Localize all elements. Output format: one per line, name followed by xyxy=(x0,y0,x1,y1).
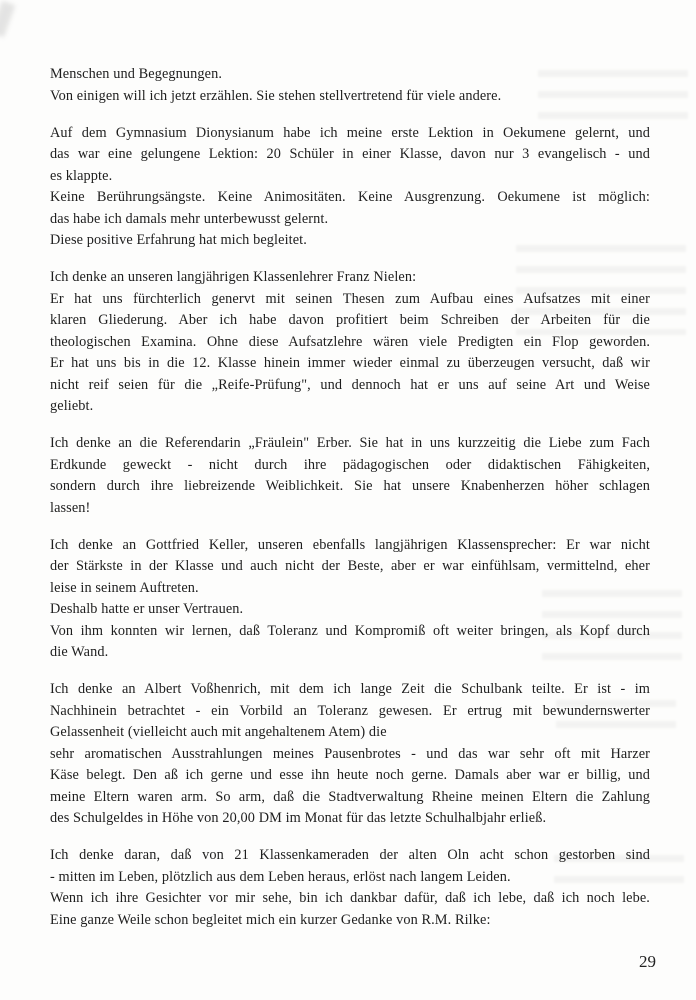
paragraph xyxy=(50,679,650,830)
text-line: das war eine gelungene Lektion: 20 Schüler in einer Klasse, davon nur 3 evangelisch - und xyxy=(50,146,650,162)
text-line: Erdkunde geweckt - nicht durch ihre pädagogischen oder didaktischen Fähigkeiten, xyxy=(50,456,650,473)
text-line: geliebt. xyxy=(50,398,94,414)
paragraph xyxy=(50,267,650,418)
text-line: das habe ich damals mehr unterbewusst gelernt. xyxy=(50,210,329,227)
text-line: lassen! xyxy=(50,499,91,516)
text-line: Deshalb hatte er unser Vertrauen. xyxy=(50,601,244,617)
text-line: Von einigen will ich jetzt erzählen. Sie stehen stellvertretend für viele andere. xyxy=(50,87,502,104)
text-line: theologischen Examina. Ohne diese Aufsatzlehre wären viele Predigten ein Flop geworden. xyxy=(50,333,650,350)
paragraph xyxy=(50,433,650,519)
text-line: sehr aromatischen Ausstrahlungen meines Pausenbrotes - und das war sehr oft mit Harzer xyxy=(50,745,650,762)
text-line: Ich denke an Gottfried Keller, unseren ebenfalls langjährigen Klassensprecher: Er war nicht xyxy=(50,536,650,553)
page-number: 29 xyxy=(639,952,656,971)
paragraph xyxy=(50,123,650,252)
text-line: Er hat uns fürchterlich genervt mit seinen Thesen zum Aufbau eines Aufsatzes mit einer xyxy=(50,290,650,307)
text-line: klaren Gliederung. Aber ich habe davon profitiert beim Schreiben der Arbeiten für die xyxy=(50,312,650,328)
text-line: Eine ganze Weile schon begleitet mich ein kurzer Gedanke von R.M. Rilke: xyxy=(50,911,491,928)
text-line: es klappte. xyxy=(50,167,113,184)
text-line: meine Eltern waren arm. So arm, daß die Stadtverwaltung Rheine meinen Eltern die Zahlung xyxy=(50,788,650,805)
text-line: der Stärkste in der Klasse und auch nicht der Beste, aber er war einfühlsam, vermittelnd, eher xyxy=(50,558,650,574)
text-line: des Schulgeldes in Höhe von 20,00 DM im Monat für das letzte Schulhalbjahr erließ. xyxy=(50,810,547,826)
text-line: Auf dem Gymnasium Dionysianum habe ich meine erste Lektion in Oekumene gelernt, und xyxy=(50,124,650,141)
text-line: Käse belegt. Den aß ich gerne und esse ihn heute noch gerne. Damals aber war er billig, und xyxy=(50,767,650,783)
text-line: Ich denke an die Referendarin „Fräulein" Erber. Sie hat in uns kurzzeitig die Liebe zum Fach xyxy=(50,435,650,451)
text-line: Nachhinein betrachtet - ein Vorbild an Toleranz gewesen. Er ertrug mit bewundernswerter xyxy=(50,702,650,719)
paragraph xyxy=(50,535,650,664)
text-line: Ich denke an Albert Voßhenrich, mit dem ich lange Zeit die Schulbank teilte. Er ist - im xyxy=(50,681,650,697)
text-line: Wenn ich ihre Gesichter vor mir sehe, bin ich dankbar dafür, daß ich lebe, daß ich noch lebe. xyxy=(50,890,650,906)
scan-smudge xyxy=(0,1,15,38)
text-line: Von ihm konnten wir lernen, daß Toleranz und Kompromiß oft weiter bringen, als Kopf durch xyxy=(50,622,650,639)
text-line: Keine Berührungsängste. Keine Animositäten. Keine Ausgrenzung. Oekumene ist möglich: xyxy=(50,189,650,205)
text-line: die Wand. xyxy=(50,644,109,660)
text-line: Er hat uns bis in die 12. Klasse hinein immer wieder einmal zu überzeugen versucht, daß wir xyxy=(50,355,650,371)
text-line: Ich denke daran, daß von 21 Klassenkameraden der alten Oln acht schon gestorben sind xyxy=(50,847,650,863)
paragraph xyxy=(50,64,650,107)
text-line: sondern durch ihre liebreizende Weiblichkeit. Sie hat unsere Knabenherzen höher schlagen xyxy=(50,478,650,494)
text-line: Gelassenheit (vielleicht auch mit angehaltenem Atem) die xyxy=(50,724,387,740)
text-line: Diese positive Erfahrung hat mich begleitet. xyxy=(50,232,307,248)
text-line: Menschen und Begegnungen. xyxy=(50,66,223,82)
text-line: Ich denke an unseren langjährigen Klassenlehrer Franz Nielen: xyxy=(50,269,417,285)
paragraph xyxy=(50,845,650,931)
text-line: leise in seinem Auftreten. xyxy=(50,579,199,596)
text-line: - mitten im Leben, plötzlich aus dem Leben heraus, erlöst nach langem Leiden. xyxy=(50,868,511,885)
text-line: nicht reif seien für die „Reife-Prüfung", und dennoch hat er uns auf seine Art und Weise xyxy=(50,376,650,393)
page-text-body xyxy=(50,64,650,947)
